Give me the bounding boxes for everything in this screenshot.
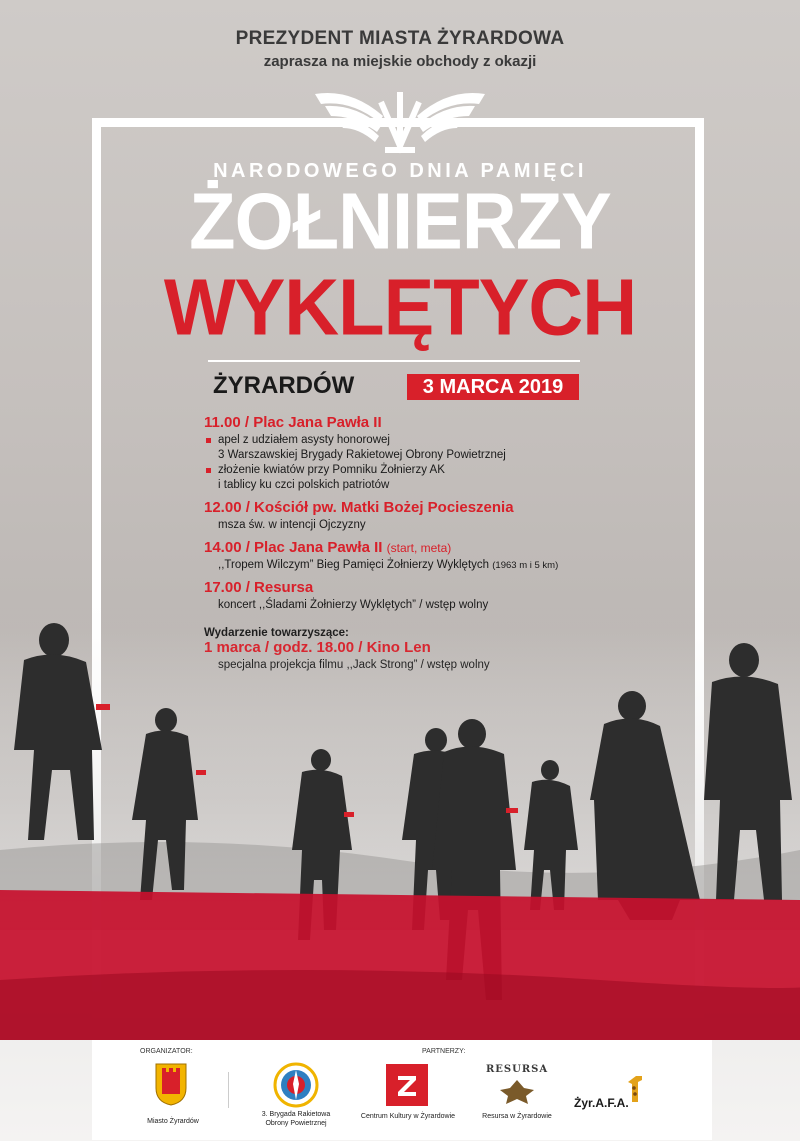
title-wykletych: WYKLĘTYCH [163, 262, 637, 353]
zyrardow-coat-of-arms-icon [154, 1062, 188, 1106]
event-3-desc: ,,Tropem Wilczym” Bieg Pamięci Żołnierzy Wyklętych [218, 559, 490, 571]
organizer-caption: Miasto Żyrardów [147, 1118, 199, 1125]
event-1-bullet-2-cont: i tablicy ku czci polskich patriotów [218, 479, 390, 491]
soldiers-photo-illustration [0, 600, 800, 1040]
event-2-time-place: 12.00 / Kościół pw. Matki Bożej Pocieszenia [204, 499, 514, 516]
header-invitation: zaprasza na miejskie obchody z okazji [263, 53, 537, 70]
partner2-caption: Centrum Kultury w Żyrardowie [360, 1113, 456, 1120]
event-1-bullet-1: apel z udziałem asysty honorowej [204, 433, 624, 448]
red-armband [506, 808, 518, 813]
anchor-wings-emblem-icon [311, 86, 489, 156]
event-3-heading [204, 539, 624, 556]
red-armband [344, 812, 354, 817]
title-divider [208, 360, 580, 362]
city-name: ŻYRARDÓW [213, 372, 355, 399]
partner3-caption: Resursa w Żyrardowie [482, 1113, 552, 1120]
event-4-time-place: 17.00 / Resursa [204, 579, 314, 596]
footer-separator [228, 1072, 229, 1108]
header-president: PREZYDENT MIASTA ŻYRARDOWA [235, 28, 565, 49]
partner1-caption-line2: Obrony Powietrznej [265, 1120, 327, 1127]
title-national-day: NARODOWEGO DNIA PAMIĘCI [213, 160, 587, 182]
zyrafa-logo-text: Żyr.A.F.A. [574, 1096, 629, 1110]
partners-label: PARTNERZY: [422, 1048, 466, 1055]
organizer-label: ORGANIZATOR: [140, 1048, 193, 1055]
event-2-desc: msza św. w intencji Ojczyzny [218, 519, 366, 531]
red-armband [96, 704, 110, 710]
date-badge: 3 MARCA 2019 [407, 374, 579, 400]
event-2 [204, 499, 624, 533]
event-3-distance: (1963 m i 5 km) [492, 560, 559, 571]
title-zolnierzy: ŻOŁNIERZY [189, 176, 611, 267]
event-1-time-place: 11.00 / Plac Jana Pawła II [204, 414, 382, 431]
partner1-caption [246, 1110, 346, 1128]
culture-center-logo-icon [386, 1064, 428, 1106]
event-3 [204, 539, 624, 573]
event-3-desc-line [204, 558, 624, 573]
event-3-time-place: 14.00 / Plac Jana Pawła II [204, 539, 383, 556]
event-1 [204, 414, 624, 493]
missile-brigade-badge-icon [272, 1062, 320, 1108]
resursa-logo-text: RESURSA [486, 1064, 549, 1075]
event-1-bullet-1-cont: 3 Warszawskiej Brygady Rakietowej Obrony Powietrznej [218, 449, 506, 461]
resursa-emblem-icon [498, 1078, 536, 1106]
event-3-note: (start, meta) [386, 541, 452, 555]
red-armband [196, 770, 206, 775]
partner1-caption-line1: 3. Brygada Rakietowa [261, 1111, 331, 1118]
event-1-bullet-2: złożenie kwiatów przy Pomniku Żołnierzy AK [204, 463, 624, 478]
